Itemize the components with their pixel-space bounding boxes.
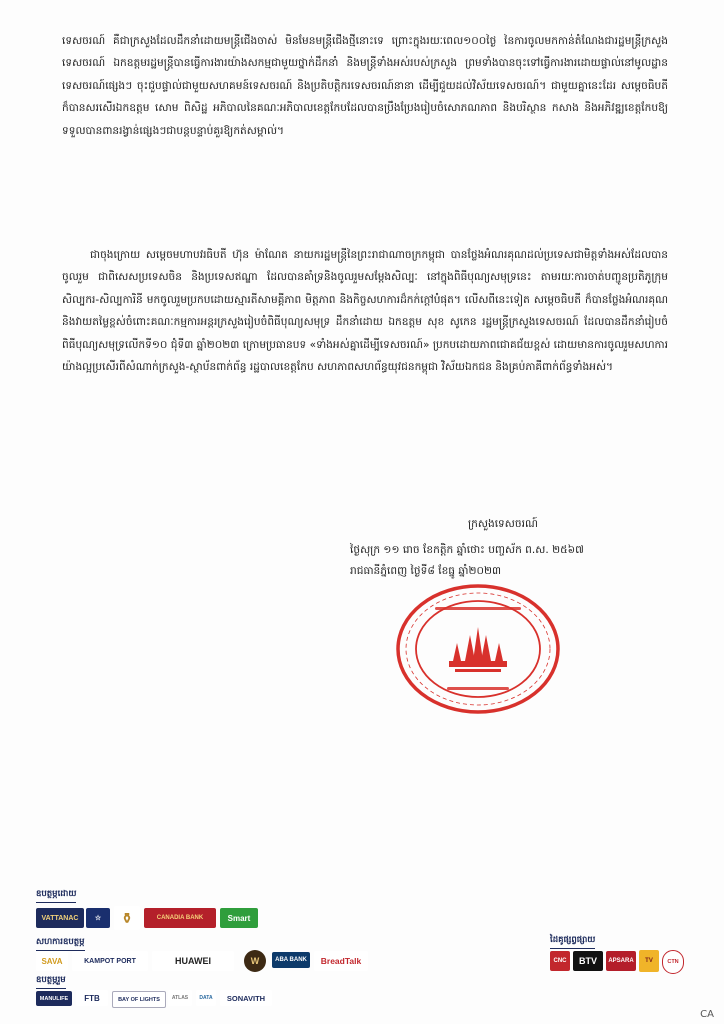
bay-of-lights-logo: BAY OF LIGHTS	[112, 991, 166, 1008]
crest-logo: ⚱	[114, 906, 140, 930]
letter-paragraph-2: ជាចុងក្រោយ សម្តេចមហាបវរធិបតី ហ៊ុន ម៉ាណែត នាយករដ្ឋមន្ត្រីនៃព្រះរាជាណាចក្រកម្ពុជា បានថ្លែងអំណរគុណដល់ប្រទេសជាមិត្តទាំងអស់ដែលបានចូលរួម ជាពិសេសប្រទេសចិន និងប្រទេសឥណ្ឌា ដែលបានគាំទ្រនិងចូលរួមសម្តែងសិល្បៈ នៅក្នុងពិធីបុណ្យសមុទ្រនេះ តាមរយៈការចាត់បញ្ជូនប្រតិភូក្រុមសិល្បករ-សិល្បការិនី មកចូលរួមប្រកបដោយស្មារតីសាមគ្គីភាព មិត្តភាព និងកិច្ចសហការដ៏កក់ក្តៅបំផុត។ លើសពីនេះទៀត សម្តេចធិបតី ក៏បានថ្លែងអំណរគុណ និងវាយតម្លៃខ្ពស់ចំពោះគណៈកម្មការអន្តរក្រសួងរៀបចំពិធីបុណ្យសមុទ្រ ដឹកនាំដោយ ឯកឧត្តម សុខ សូកេន រដ្ឋមន្ត្រីក្រសួងទេសចរណ៍ ដែលបានដឹកនាំរៀបចំពិធីបុណ្យសមុទ្រលើកទី១០ ជុំទី៣ ឆ្នាំ២០២៣ ក្រោមប្រធានបទ «ទាំងអស់គ្នាដើម្បីទេសចរណ៍» ប្រកបដោយភាពជោគជ័យខ្ពស់ ដោយមានការចូលរួមសហការយ៉ាងល្អប្រសើរពីសំណាក់ក្រសួង-ស្ថាប័នពាក់ព័ន្ធ រដ្ឋបាលខេត្តកែប សហភាពសហព័ន្ធយុវជនកម្ពុជា វិស័យឯកជន និងគ្រប់ភាគីពាក់ព័ន្ធទាំងអស់។	[62, 249, 668, 374]
atlas-logo: ATLAS	[168, 990, 192, 1006]
tv-logo: TV	[639, 950, 659, 972]
media-label: ដៃគូផ្សព្វផ្សាយ	[550, 935, 595, 949]
corner-mark: CA	[700, 1009, 714, 1020]
supporters-label: ឧបត្ថម្ភរួម	[36, 975, 66, 989]
letter-paragraph-1: ទេសចរណ៍ គឺជាក្រសួងដែលដឹកនាំដោយមន្ត្រីជើងចាស់ មិនមែនមន្ត្រីជើងថ្មីនោះទេ ព្រោះក្នុងរយៈពេល១០០ថ្ងៃ នៃការចូលមកកាន់តំណែងជារដ្ឋមន្ត្រីក្រសួងទេសចរណ៍ ឯកឧត្តមរដ្ឋមន្ត្រីបានធ្វើការងារយ៉ាងសកម្មជាមួយថ្នាក់ដឹកនាំ និងមន្ត្រីទាំងអស់របស់ក្រសួង ព្រមទាំងបានចុះទៅធ្វើការងារដោយផ្ទាល់នៅមូលដ្ឋានទេសចរណ៍ផ្សេងៗ ចុះជួបផ្ទាល់ជាមួយសហគមន៍ទេសចរណ៍ និងប្រតិបត្តិករទេសចរណ៍នានា ដើម្បីជួយដល់វិស័យទេសចរណ៍។ ជាមួយគ្នានេះដែរ សម្តេចធិបតី ក៏បានសរសើរឯកឧត្តម សោម ពិសិដ្ឋ អភិបាលនៃគណៈអភិបាលខេត្តកែបដែលបានប្រឹងប្រែងរៀបចំសោភណភាព និងបរិស្ថាន កសាង និងអភិវឌ្ឍខេត្តកែបឱ្យទទួលបានពានរង្វាន់ផ្សេងៗជាបន្តបន្ទាប់គួរឱ្យកត់សម្គាល់។	[62, 35, 668, 137]
ftb-logo: FTB	[76, 990, 108, 1006]
btv-logo: BTV	[573, 951, 603, 971]
huawei-logo: HUAWEI	[152, 951, 234, 971]
ctn-logo: CTN	[662, 950, 684, 974]
breadtalk-logo: BreadTalk	[314, 951, 368, 971]
partners-label: សហការឧបត្ថម្ភ	[36, 937, 85, 951]
apsara-logo: APSARA	[606, 951, 636, 971]
signature-organization: ក្រសួងទេសចរណ៍	[468, 518, 538, 530]
w-logo: W	[244, 950, 266, 972]
signature-lunar-date: ថ្ងៃសុក្រ ១១ រោច ខែកត្តិក ឆ្នាំថោះ បញ្ចស័ក ព.ស. ២៥៦៧	[350, 544, 584, 556]
signature-solar-date: រាជធានីភ្នំពេញ ថ្ងៃទី៨ ខែធ្នូ ឆ្នាំ២០២៣	[350, 565, 502, 577]
canadia-bank-logo: CANADIA BANK	[144, 908, 216, 928]
ministry-seal-stamp	[395, 583, 561, 715]
emblem-logo: ☆	[86, 908, 110, 928]
kampot-port-logo: KAMPOT PORT	[72, 951, 148, 971]
data-logo: DATA	[196, 990, 216, 1006]
manulife-logo: MANULIFE	[36, 991, 72, 1006]
smart-logo: Smart	[220, 908, 258, 928]
sonavith-logo: SONAVITH	[220, 990, 272, 1006]
cnc-logo: CNC	[550, 951, 570, 971]
vattanac-logo: VATTANAC	[36, 908, 84, 928]
aba-bank-logo: ABA BANK	[272, 952, 310, 968]
hosts-label: ឧបត្ថម្ភដោយ	[36, 889, 76, 903]
sava-logo: SAVA	[36, 951, 68, 971]
